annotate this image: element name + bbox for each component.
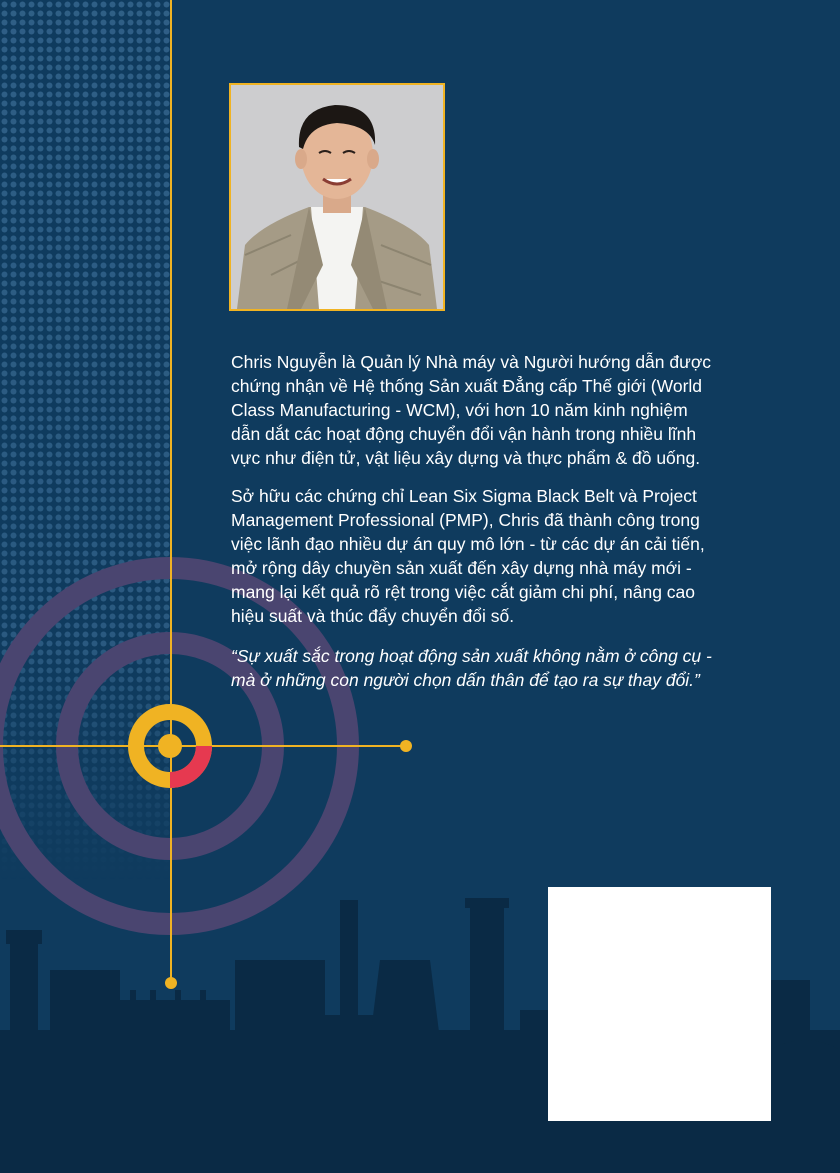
barcode-placeholder [548, 887, 771, 1121]
line-end-dot-bottom [165, 977, 177, 989]
author-photo [229, 83, 445, 311]
author-bio [231, 350, 721, 706]
bio-paragraph-1: Chris Nguyễn là Quản lý Nhà máy và Người hướng dẫn được chứng nhận về Hệ thống Sản xuất Đẳng cấp Thế giới (World Class Manufacturing - WCM), với hơn 10 năm kinh nghiệm dẫn dắt các hoạt động chuyển đổi vận hành trong nhiều lĩnh vực như điện tử, vật liệu xây dựng và thực phẩm & đồ uống. [231, 352, 712, 468]
bio-paragraph-2: Sở hữu các chứng chỉ Lean Six Sigma Black Belt và Project Management Professional (PMP), Chris đã thành công trong việc lãnh đạo nhiều dự án quy mô lớn - từ các dự án cải tiến, mở rộng dây chuyền sản xuất đến xây dựng nhà máy mới - mang lại kết quả rõ rệt trong việc cắt giảm chi phí, nâng cao hiệu suất và thúc đẩy chuyển đổi số. [231, 486, 705, 626]
line-end-dot-right [400, 740, 412, 752]
author-portrait [231, 85, 443, 309]
author-quote: “Sự xuất sắc trong hoạt động sản xuất không nằm ở công cụ - mà ở những con người chọn dấn thân để tạo ra sự thay đổi.” [231, 646, 712, 690]
